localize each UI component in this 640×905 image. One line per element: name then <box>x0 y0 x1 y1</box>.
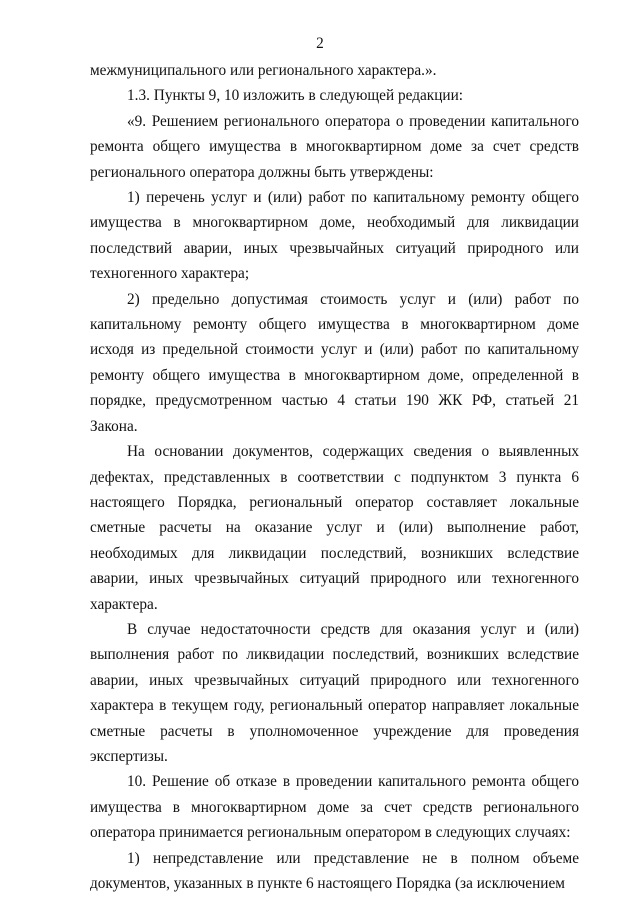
paragraph-insufficient-funds: В случае недостаточности средств для оказания услуг и (или) выполнения работ по ликвидации последствий, возникших вследствие аварии, иных чрезвычайных ситуаций природного или техногенного характера в текущем году, региональный оператор направляет локальные сметные расчеты в уполномоченное учреждение для проведения экспертизы. <box>90 620 579 765</box>
paragraph-subpoint-1: 1) перечень услуг и (или) работ по капитальному ремонту общего имущества в многоквартирном доме, необходимый для ликвидации последствий аварии, иных чрезвычайных ситуаций природного или техногенного характера; <box>90 189 579 283</box>
paragraph-point-10-subpoint-1: 1) непредставление или представление не в полном объеме документов, указанных в пункте 6 настоящего Порядка (за исключением <box>90 849 579 892</box>
document-body <box>90 58 579 896</box>
paragraph-point-10: 10. Решение об отказе в проведении капитального ремонта общего имущества в многоквартирном доме за счет средств регионального оператора принимается региональным оператором в следующих случаях: <box>90 773 579 842</box>
paragraph-documents-basis: На основании документов, содержащих сведения о выявленных дефектах, представленных в соответствии с подпунктом 3 пункта 6 настоящего Порядка, региональный оператор составляет локальные сметные расчеты на оказание услуг и (или) выполнение работ, необходимых для ликвидации последствий, возникших вследствие аварии, иных чрезвычайных ситуаций природного или техногенного характера. <box>90 443 579 613</box>
page-number: 2 <box>316 35 324 52</box>
paragraph-item-1-3: 1.3. Пункты 9, 10 изложить в следующей редакции: <box>127 87 464 105</box>
paragraph-continuation: межмуниципального или регионального характера.». <box>90 62 437 79</box>
paragraph-subpoint-2: 2) предельно допустимая стоимость услуг и (или) работ по капитальному ремонту общего имущества в многоквартирном доме исходя из предельной стоимости услуг и (или) работ по капитальному ремонту общего имущества в многоквартирном доме, определенной в порядке, предусмотренном частью 4 статьи 190 ЖК РФ, статьей 21 Закона. <box>90 290 579 435</box>
paragraph-point-9: «9. Решением регионального оператора о проведении капитального ремонта общего имущества в многоквартирном доме за счет средств регионального оператора должны быть утверждены: <box>90 112 579 181</box>
